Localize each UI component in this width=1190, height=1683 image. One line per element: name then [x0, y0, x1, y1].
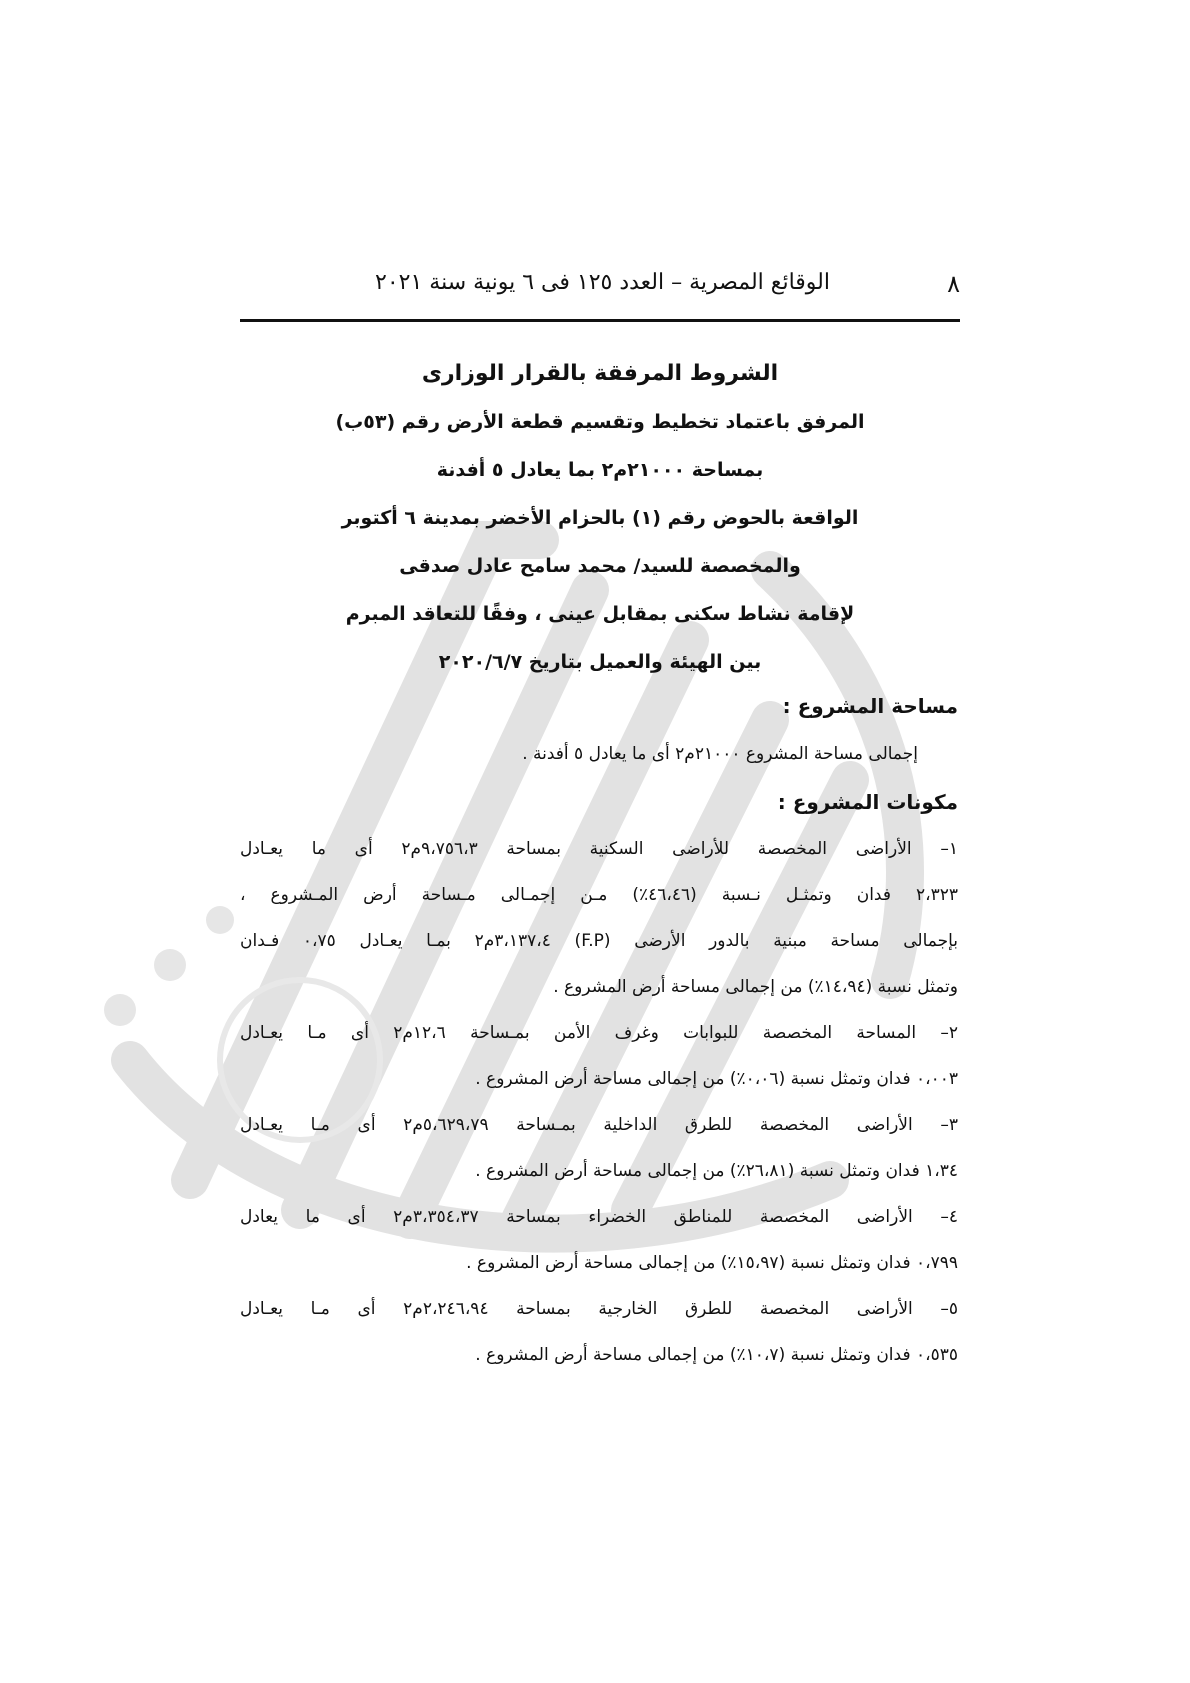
gazette-title: الوقائع المصرية – العدد ١٢٥ فى ٦ يونية سنة ٢٠٢١ — [375, 270, 830, 295]
component-line: بإجمالى مساحة مبنية بالدور الأرضى (F.P) ٣،١٣٧،٤م٢ بمـا يعـادل ٠،٧٥ فـدان — [240, 931, 958, 951]
header-divider — [240, 319, 960, 322]
component-line: ٠،٠٠٣ فدان وتمثل نسبة (٠،٠٦٪) من إجمالى مساحة أرض المشروع . — [475, 1069, 958, 1089]
component-line: ٣– الأراضى المخصصة للطرق الداخلية بمـساحة ٥،٦٢٩،٧٩م٢ أى مـا يعـادل — [240, 1115, 958, 1135]
subtitle-line: بين الهيئة والعميل بتاريخ ٢٠٢٠/٦/٧ — [438, 651, 762, 673]
component-line: ٥– الأراضى المخصصة للطرق الخارجية بمساحة ٢،٢٤٦،٩٤م٢ أى مـا يعـادل — [240, 1299, 958, 1319]
component-line: وتمثل نسبة (١٤،٩٤٪) من إجمالى مساحة أرض المشروع . — [553, 977, 958, 997]
subtitle-line: بمساحة ٢١٠٠٠م٢ بما يعادل ٥ أفدنة — [436, 459, 764, 481]
component-line: ١– الأراضى المخصصة للأراضى السكنية بمساحة ٩،٧٥٦،٣م٢ أى ما يعـادل — [240, 839, 958, 859]
subtitle-line: الواقعة بالحوض رقم (١) بالحزام الأخضر بمدينة ٦ أكتوبر — [341, 507, 859, 529]
component-item-residential — [240, 826, 958, 1010]
subtitle-line: المرفق باعتماد تخطيط وتقسيم قطعة الأرض رقم (٥٣ب) — [335, 411, 865, 433]
page-number: ٨ — [947, 270, 960, 298]
gazette-header — [240, 266, 960, 310]
decree-title-block — [240, 350, 960, 686]
component-item-external-roads — [240, 1286, 958, 1378]
component-line: ٤– الأراضى المخصصة للمناطق الخضراء بمساحة ٣،٣٥٤،٣٧م٢ أى ما يعادل — [240, 1207, 958, 1227]
component-item-green-areas — [240, 1194, 958, 1286]
component-line: ٢،٣٢٣ فدان وتمثـل نـسبة (٤٦،٤٦٪) مـن إجمـالى مـساحة أرض المـشروع ، — [240, 885, 958, 905]
component-line: ٠،٥٣٥ فدان وتمثل نسبة (١٠،٧٪) من إجمالى مساحة أرض المشروع . — [475, 1345, 958, 1365]
components-heading: مكونات المشروع : — [777, 790, 958, 814]
subtitle-line: لإقامة نشاط سكنى بمقابل عينى ، وفقًا للتعاقد المبرم — [345, 603, 855, 625]
component-item-gates — [240, 1010, 958, 1102]
component-line: ١،٣٤ فدان وتمثل نسبة (٢٦،٨١٪) من إجمالى مساحة أرض المشروع . — [475, 1161, 958, 1181]
document-title: الشروط المرفقة بالقرار الوزارى — [421, 361, 779, 386]
component-line: ٠،٧٩٩ فدان وتمثل نسبة (١٥،٩٧٪) من إجمالى مساحة أرض المشروع . — [466, 1253, 958, 1273]
component-line: ٢– المساحة المخصصة للبوابات وغرف الأمن بمـساحة ١٢،٦م٢ أى مـا يعـادل — [240, 1023, 959, 1043]
area-heading: مساحة المشروع : — [782, 694, 958, 718]
subtitle-line: والمخصصة للسيد/ محمد سامح عادل صدقى — [399, 555, 801, 577]
component-item-internal-roads — [240, 1102, 958, 1194]
area-text: إجمالى مساحة المشروع ٢١٠٠٠م٢ أى ما يعادل ٥ أفدنة . — [522, 744, 918, 764]
